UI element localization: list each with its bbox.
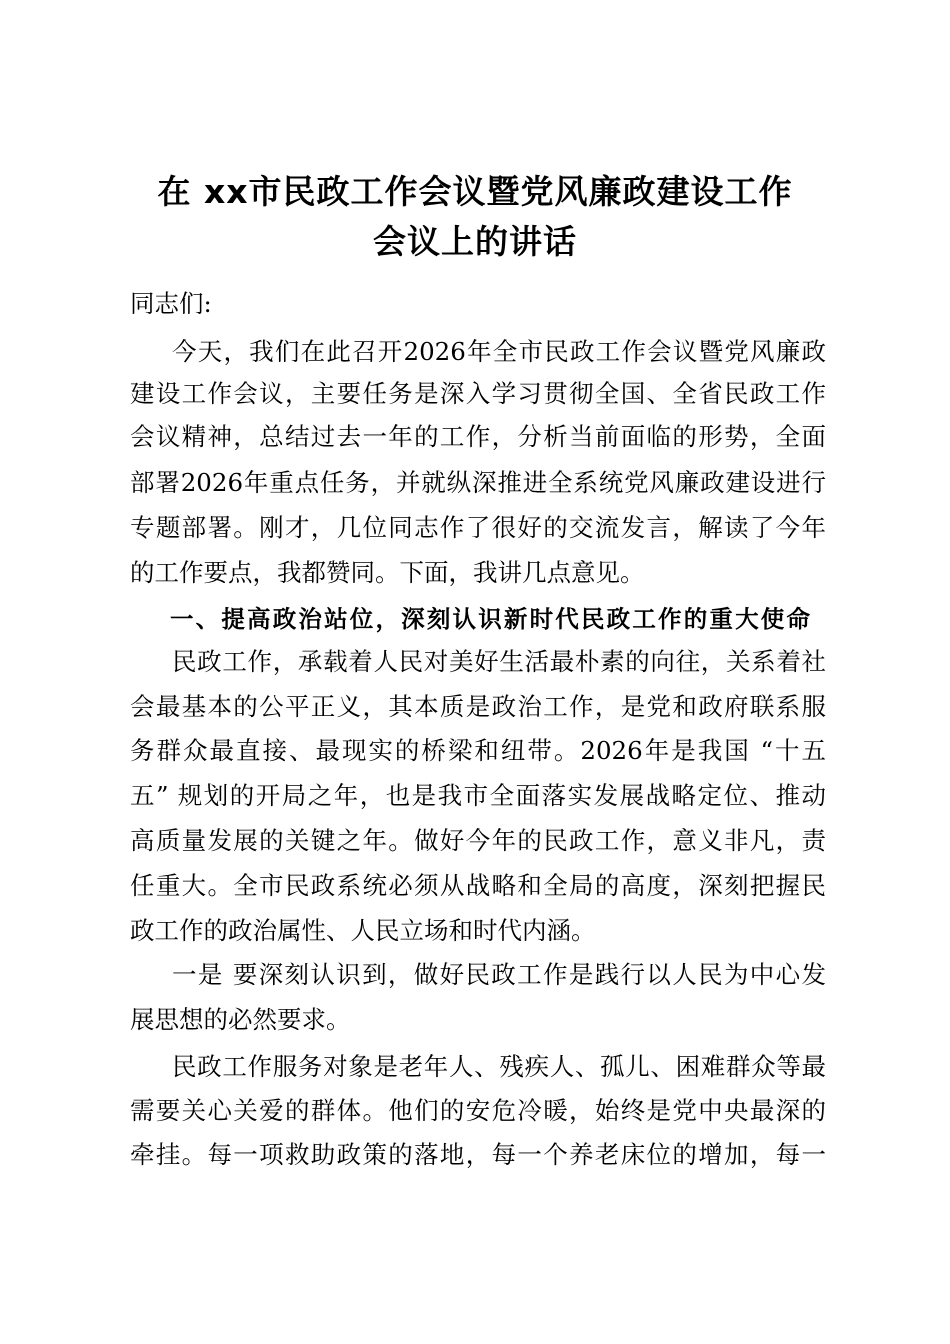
paragraph-1-line: 建设工作会议，主要任务是深入学习贯彻全国、全省民政工作 (130, 379, 826, 408)
paragraph-1-line: 专题部署。刚才，几位同志作了很好的交流发言，解读了今年 (130, 513, 826, 542)
paragraph-2-line: 务群众最直接、最现实的桥梁和纽带。2026年是我国 “十五 (130, 736, 826, 765)
paragraph-2-line: 高质量发展的关键之年。做好今年的民政工作，意义非凡，责 (130, 826, 826, 855)
paragraph-2-line: 会最基本的公平正义，其本质是政治工作，是党和政府联系服 (130, 692, 826, 721)
paragraph-1-line: 的工作要点，我都赞同。下面，我讲几点意见。 (130, 558, 645, 587)
section-heading-1: 一、提高政治站位，深刻认识新时代民政工作的重大使命 (170, 605, 810, 633)
paragraph-1-line: 今天，我们在此召开2026年全市民政工作会议暨党风廉政 (172, 337, 826, 366)
document-title-line-2: 会议上的讲话 (373, 222, 577, 261)
paragraph-2-line: 任重大。全市民政系统必须从战略和全局的高度，深刻把握民 (130, 871, 826, 900)
paragraph-3-line: 展思想的必然要求。 (130, 1005, 351, 1034)
paragraph-4-line: 牵挂。每一项救助政策的落地，每一个养老床位的增加，每一 (130, 1140, 826, 1169)
paragraph-2-line: 民政工作，承载着人民对美好生活最朴素的向往，关系着社 (172, 647, 826, 676)
document-title-line-1: 在 xx市民政工作会议暨党风廉政建设工作 (157, 172, 793, 211)
salutation: 同志们: (130, 289, 212, 318)
paragraph-1-line: 部署2026年重点任务，并就纵深推进全系统党风廉政建设进行 (130, 468, 826, 497)
paragraph-2-line: 五” 规划的开局之年，也是我市全面落实发展战略定位、推动 (130, 781, 826, 810)
paragraph-4-line: 需要关心关爱的群体。他们的安危冷暖，始终是党中央最深的 (130, 1096, 826, 1125)
paragraph-4-line: 民政工作服务对象是老年人、残疾人、孤儿、困难群众等最 (172, 1052, 826, 1081)
paragraph-2-line: 政工作的政治属性、人民立场和时代内涵。 (130, 916, 596, 945)
paragraph-3-line: 一是 要深刻认识到，做好民政工作是践行以人民为中心发 (172, 960, 826, 989)
paragraph-1-line: 会议精神，总结过去一年的工作，分析当前面临的形势，全面 (130, 422, 826, 451)
